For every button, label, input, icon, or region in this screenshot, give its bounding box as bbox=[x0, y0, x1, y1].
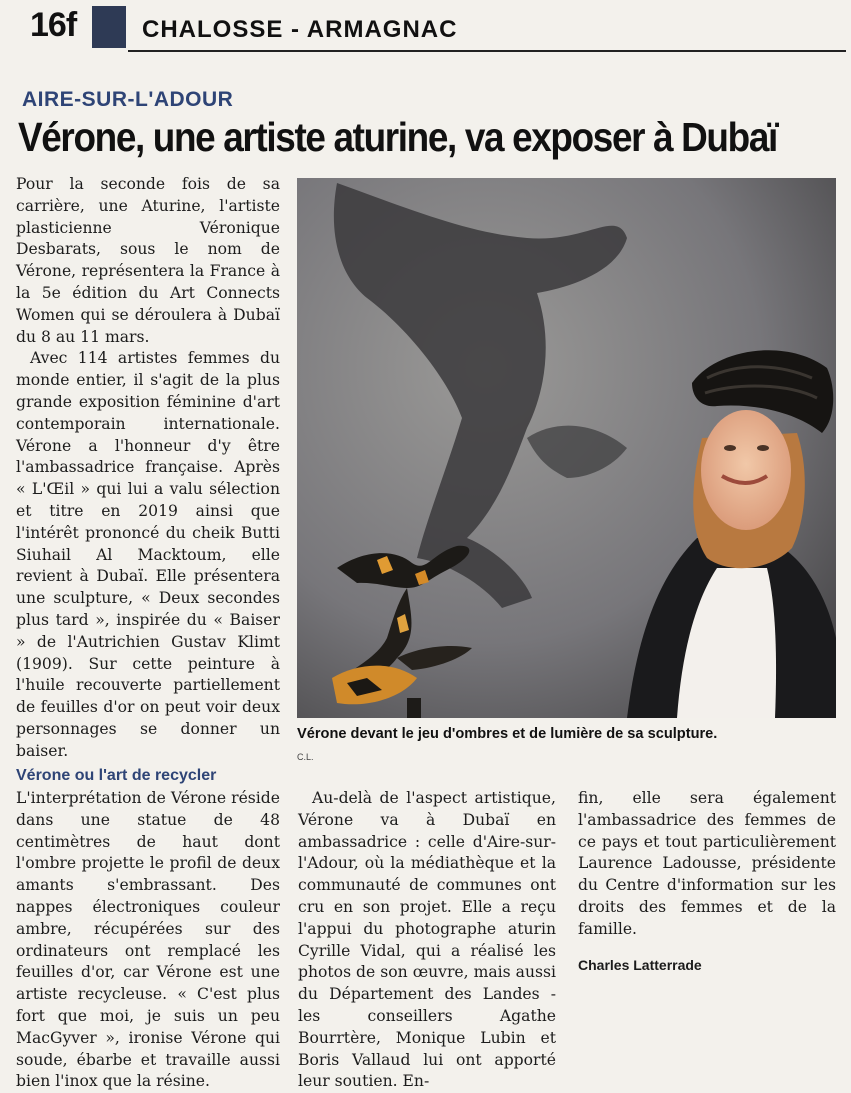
article-kicker: AIRE-SUR-L'ADOUR bbox=[22, 88, 234, 111]
article-subhead: Vérone ou l'art de recycler bbox=[16, 767, 217, 784]
paragraph-intro: Pour la seconde fois de sa carrière, une Aturine, l'artiste plasticienne Véronique Desbarats, sous le nom de Vérone, représentera la France à la 5e édition du Art Connects Women qui se déroulera à Dubaï du 8 au 11 mars. bbox=[16, 175, 280, 346]
paragraph-4: Au-delà de l'aspect artistique, Vérone va à Dubaï en ambassadrice : celle d'Aire-sur-l'Adour, où la médiathèque et la communauté de communes ont cru en son projet. Elle a reçu l'appui du photographe aturin Cyrille Vidal, qui a réalisé les photos de son œuvre, mais aussi du Département des Landes - les conseillers Agathe Bourrtère, Monique Lubin et Boris Vallaud lui ont apporté leur soutien. En- bbox=[298, 789, 556, 1091]
article-column-2 bbox=[298, 788, 556, 1093]
article-column-1-lower bbox=[16, 766, 280, 1093]
photo-caption: Vérone devant le jeu d'ombres et de lumière de sa sculpture. bbox=[297, 726, 718, 742]
article-byline: Charles Latterrade bbox=[578, 956, 702, 973]
page-header bbox=[0, 0, 851, 52]
article-photo bbox=[297, 178, 836, 718]
article-column-1 bbox=[16, 174, 280, 763]
paragraph-5: fin, elle sera également l'ambassadrice des femmes de ce pays et tout particulièrement Laurence Ladousse, présidente du Centre d'information sur les droits des femmes et de la famille. bbox=[578, 789, 836, 938]
header-rule bbox=[128, 50, 846, 52]
paragraph-3: L'interprétation de Vérone réside dans une statue de 48 centimètres de haut dont l'ombre projette le profil de deux amants s'embrassant. Des nappes électroniques couleur ambre, récupérées sur des ordinateurs ont remplacé les feuilles d'or, car Vérone est une artiste recycleuse. « C'est plus fort que moi, je suis un peu MacGyver », ironise Vérone qui soude, ébarbe et travaille aussi bien l'inox que la résine. bbox=[16, 789, 280, 1091]
photo-illustration bbox=[297, 178, 836, 718]
article-column-3 bbox=[578, 788, 836, 976]
page-color-block bbox=[92, 6, 126, 48]
section-name: CHALOSSE - ARMAGNAC bbox=[142, 16, 458, 43]
photo-credit: C.L. bbox=[297, 752, 314, 762]
article-headline: Vérone, une artiste aturine, va exposer à Dubaï bbox=[18, 114, 777, 160]
page-number: 16f bbox=[30, 6, 77, 44]
paragraph-2: Avec 114 artistes femmes du monde entier, il s'agit de la plus grande exposition féminine d'art contemporain internationale. Vérone a l'honneur d'y être l'ambassadrice française. Après « L'Œil » qui lui a valu sélection et titre en 2019 ainsi que l'intérêt prononcé du cheik Butti Siuhail Al Macktoum, elle revient à Dubaï. Elle présentera une sculpture, « Deux secondes plus tard », inspirée du « Baiser » de l'Autrichien Gustav Klimt (1909). Sur cette peinture à l'huile recouverte partiellement de feuilles d'or on peut voir deux personnages se donner un baiser. bbox=[16, 349, 280, 760]
